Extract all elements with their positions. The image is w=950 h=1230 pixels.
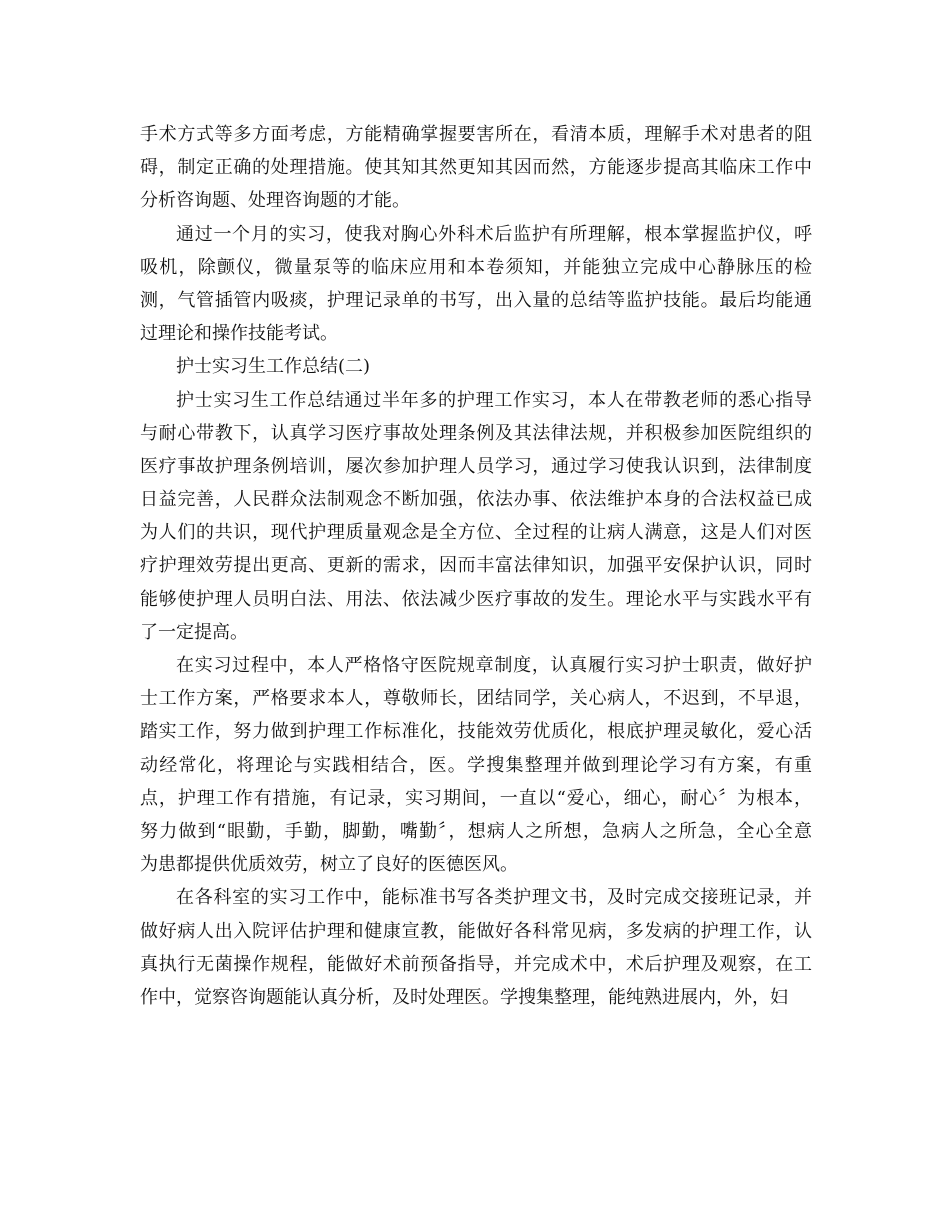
text-line: 过理论和操作技能考试。 [140, 323, 338, 345]
text-line: 与耐心带教下，认真学习医疗事故处理条例及其法律法规，并积极参加医院组织的 [140, 422, 813, 444]
text-line: 能够使护理人员明白法、用法、依法减少医疗事故的发生。理论水平与实践水平有 [140, 588, 813, 610]
text-line: 踏实工作，努力做到护理工作标准化，技能效劳优质化，根底护理灵敏化，爱心活 [140, 721, 813, 743]
text-line: 作中，觉察咨询题能认真分析，及时处理医。学搜集整理，能纯熟进展内，外，妇 [140, 986, 788, 1008]
text-line: 在各科室的实习工作中，能标准书写各类护理文书，及时完成交接班记录，并 [176, 887, 813, 909]
text-line: 通过一个月的实习，使我对胸心外科术后监护有所理解，根本掌握监护仪，呼 [176, 223, 813, 245]
text-line: 碍，制定正确的处理措施。使其知其然更知其因而然，方能逐步提高其临床工作中 [140, 157, 813, 179]
text-line: 为人们的共识，现代护理质量观念是全方位、全过程的让病人满意，这是人们对医 [140, 522, 813, 544]
text-line: 测，气管插管内吸痰，护理记录单的书写，出入量的总结等监护技能。最后均能通 [140, 289, 813, 311]
text-line: 点，护理工作有措施，有记录，实习期间，一直以“爱心，细心，耐心〞为根本， [140, 787, 813, 809]
text-line: 护士实习生工作总结通过半年多的护理工作实习，本人在带教老师的悉心指导 [176, 389, 813, 411]
text-line: 护士实习生工作总结(二) [176, 356, 371, 378]
text-line: 手术方式等多方面考虑，方能精确掌握要害所在，看清本质，理解手术对患者的阻 [140, 124, 813, 145]
text-line: 真执行无菌操作规程，能做好术前预备指导，并完成术中，术后护理及观察，在工 [140, 953, 813, 975]
text-line: 做好病人出入院评估护理和健康宣教，能做好各科常见病，多发病的护理工作，认 [140, 920, 813, 942]
text-line: 了一定提高。 [140, 621, 248, 643]
text-line: 医疗事故护理条例培训，屡次参加护理人员学习，通过学习使我认识到，法律制度 [140, 455, 813, 477]
text-line: 吸机，除颤仪，微量泵等的临床应用和本卷须知，并能独立完成中心静脉压的检 [140, 256, 814, 278]
text-line: 为患都提供优质效劳，树立了良好的医德医风。 [140, 854, 518, 876]
text-line: 日益完善，人民群众法制观念不断加强，依法办事、依法维护本身的合法权益已成 [140, 489, 813, 511]
text-line: 在实习过程中，本人严格恪守医院规章制度，认真履行实习护士职责，做好护 [176, 655, 813, 676]
text-line: 努力做到“眼勤，手勤，脚勤，嘴勤〞，想病人之所想，急病人之所急，全心全意 [140, 820, 814, 842]
text-line: 士工作方案，严格要求本人，尊敬师长，团结同学，关心病人，不迟到，不早退， [140, 688, 813, 710]
text-line: 分析咨询题、处理咨询题的才能。 [140, 190, 410, 212]
document-body [140, 118, 812, 1014]
text-line: 动经常化，将理论与实践相结合，医。学搜集整理并做到理论学习有方案，有重 [140, 754, 814, 776]
text-line: 疗护理效劳提出更高、更新的需求，因而丰富法律知识，加强平安保护认识，同时 [140, 555, 813, 577]
